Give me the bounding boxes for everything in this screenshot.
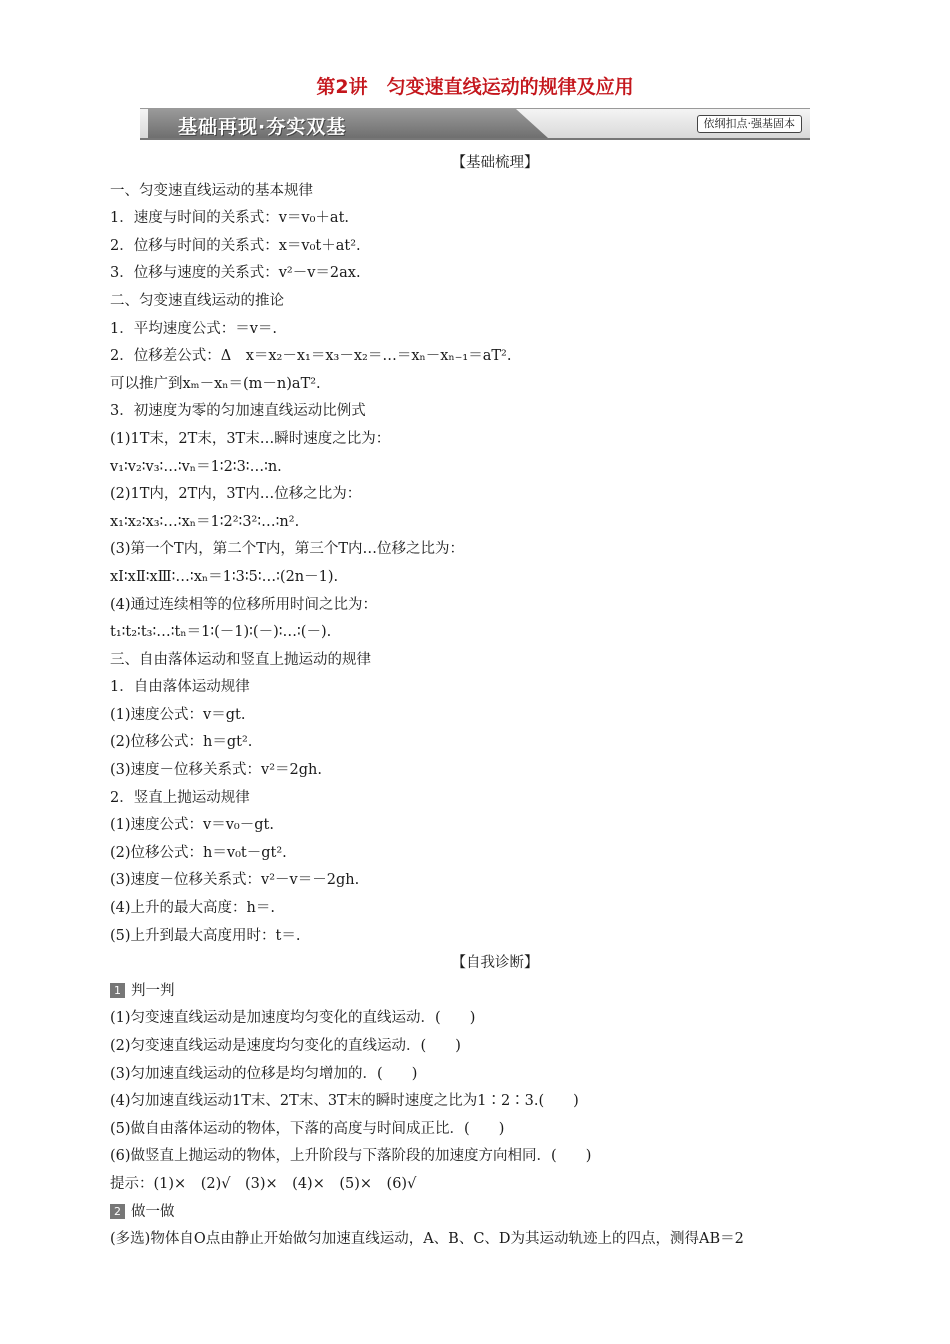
text-line: 2．竖直上抛运动规律 bbox=[110, 789, 250, 806]
text-line: 2．位移与时间的关系式：x＝v₀t＋at². bbox=[110, 237, 361, 254]
text-line: t₁∶t₂∶t₃∶…∶tₙ＝1∶(－1)∶(－)∶…∶(－). bbox=[110, 624, 332, 641]
subsection-title: 做一做 bbox=[131, 1203, 175, 1220]
text-line: 2．位移差公式：Δ x＝x₂－x₁＝x₃－x₂＝…＝xₙ－xₙ₋₁＝aT². bbox=[110, 348, 512, 365]
number-2-icon: 2 bbox=[110, 1204, 125, 1219]
text-line: (2)1T内，2T内，3T内…位移之比为： bbox=[110, 486, 362, 503]
problem-text: (多选)物体自O点由静止开始做匀加速直线运动，A、B、C、D为其运动轨迹上的四点，测得AB＝2 bbox=[110, 1231, 744, 1248]
text-line: v₁∶v₂∶v₃∶…∶vₙ＝1∶2∶3∶…∶n. bbox=[110, 458, 282, 475]
text-line: 3．位移与速度的关系式：v²－v＝2ax. bbox=[110, 265, 361, 282]
text-line: 1．速度与时间的关系式：v＝v₀＋at. bbox=[110, 210, 350, 227]
text-line: 1．自由落体运动规律 bbox=[110, 679, 250, 696]
text-line: (3)速度－位移关系式：v²＝2gh. bbox=[110, 762, 322, 779]
text-line: 三、自由落体运动和竖直上抛运动的规律 bbox=[110, 651, 371, 668]
subsection-heading bbox=[110, 1199, 880, 1227]
text-line: 二、匀变速直线运动的推论 bbox=[110, 292, 284, 309]
document-body bbox=[110, 150, 880, 1254]
text-line: 一、匀变速直线运动的基本规律 bbox=[110, 182, 313, 199]
text-line: (2)位移公式：h＝gt². bbox=[110, 734, 253, 751]
text-line: (4)上升的最大高度：h＝. bbox=[110, 900, 275, 917]
number-1-icon: 1 bbox=[110, 983, 125, 998]
judge-item: (5)做自由落体运动的物体，下落的高度与时间成正比．( ) bbox=[110, 1120, 505, 1137]
text-line: (1)1T末，2T末，3T末…瞬时速度之比为： bbox=[110, 430, 391, 447]
page-title: 第2讲 匀变速直线运动的规律及应用 bbox=[316, 76, 634, 98]
judge-item: (6)做竖直上抛运动的物体，上升阶段与下落阶段的加速度方向相同．( ) bbox=[110, 1148, 592, 1165]
text-line: (3)第一个T内，第二个T内，第三个T内…位移之比为： bbox=[110, 541, 465, 558]
banner-right-tag: 依纲扣点·强基固本 bbox=[697, 115, 803, 133]
text-line: (3)速度－位移关系式：v²－v＝－2gh. bbox=[110, 872, 360, 889]
judge-item: (1)匀变速直线运动是加速度均匀变化的直线运动．( ) bbox=[110, 1010, 476, 1027]
subsection-heading bbox=[110, 978, 880, 1006]
text-line: (1)速度公式：v＝v₀－gt. bbox=[110, 817, 274, 834]
text-line: x₁∶x₂∶x₃∶…∶xₙ＝1∶2²∶3²∶…∶n². bbox=[110, 513, 300, 530]
judge-item: (4)匀加速直线运动1T末、2T末、3T末的瞬时速度之比为1∶2∶3.( ) bbox=[110, 1093, 579, 1110]
text-line: 可以推广到xₘ－xₙ＝(m－n)aT². bbox=[110, 375, 321, 392]
judge-item: (3)匀加速直线运动的位移是均匀增加的．( ) bbox=[110, 1065, 418, 1082]
text-line: 1．平均速度公式：＝v＝. bbox=[110, 320, 278, 337]
section-heading: 【自我诊断】 bbox=[451, 955, 539, 972]
text-line: (5)上升到最大高度用时：t＝. bbox=[110, 927, 301, 944]
text-line: (2)位移公式：h＝v₀t－gt². bbox=[110, 844, 287, 861]
subsection-title: 判一判 bbox=[131, 982, 175, 999]
judge-item: (2)匀变速直线运动是速度均匀变化的直线运动．( ) bbox=[110, 1038, 461, 1054]
text-line: xⅠ∶xⅡ∶xⅢ∶…∶xₙ＝1∶3∶5∶…∶(2n－1). bbox=[110, 568, 339, 585]
answer-hint: 提示：(1)× (2)√ (3)× (4)× (5)× (6)√ bbox=[110, 1175, 417, 1192]
text-line: 3．初速度为零的匀加速直线运动比例式 bbox=[110, 403, 366, 420]
text-line: (1)速度公式：v＝gt. bbox=[110, 706, 246, 723]
text-line: (4)通过连续相等的位移所用时间之比为： bbox=[110, 596, 378, 613]
section-heading: 【基础梳理】 bbox=[451, 155, 539, 171]
banner-main-text: 基础再现·夯实双基 bbox=[178, 116, 347, 138]
section-banner bbox=[140, 108, 810, 140]
